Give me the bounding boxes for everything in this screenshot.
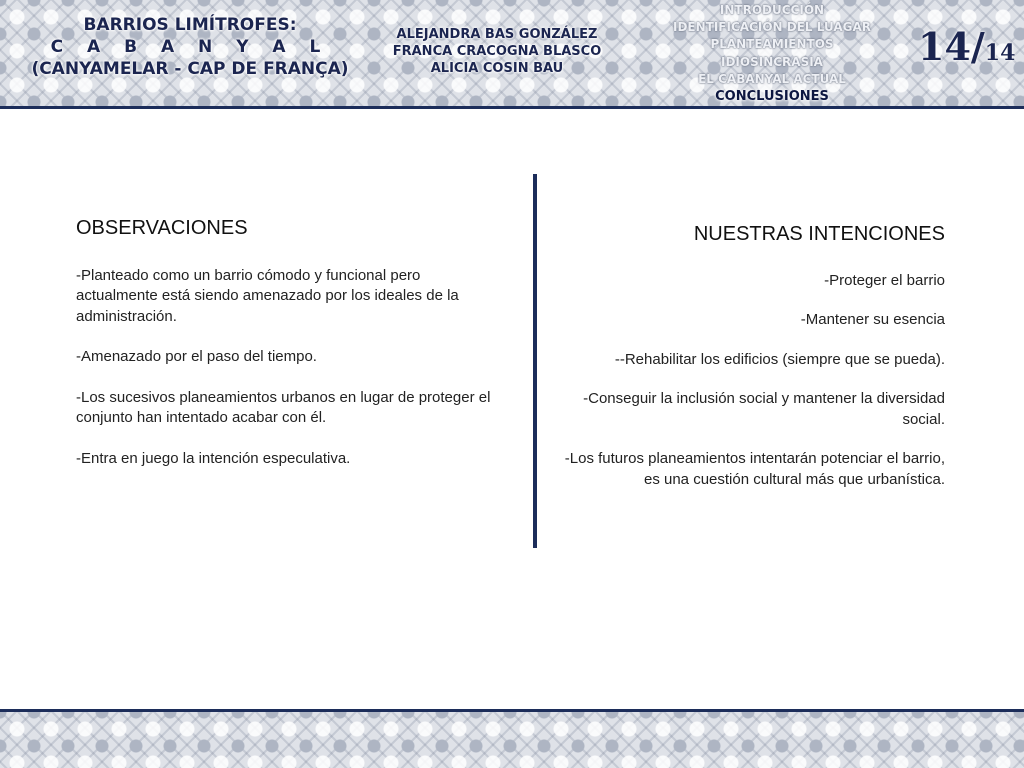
observaciones-section (76, 218, 496, 489)
page-total: 14 (984, 40, 1016, 66)
intencion-item: -Los futuros planeamientos intentarán potenciar el barrio, es una cuestión cultural más que urbanística. (564, 450, 945, 488)
intenciones-section (560, 224, 945, 509)
intencion-item: -Conseguir la inclusión social y mantener la diversidad social. (583, 390, 945, 428)
observacion-item: -Amenazado por el paso del tiempo. (76, 348, 317, 365)
observacion-item: -Entra en juego la intención especulativa. (76, 449, 351, 467)
nav-item-cabanyal-actual[interactable]: EL CABANYAL ACTUAL (698, 71, 846, 86)
nav-item-idiosincrasia[interactable]: IDIOSINCRASIA (721, 54, 823, 69)
intencion-item: -Proteger el barrio (824, 271, 945, 289)
project-title-line-1: BARRIOS LIMÍTROFES: (83, 15, 297, 35)
project-title-line-3: (CANYAMELAR - CAP DE FRANÇA) (31, 59, 349, 79)
project-title (20, 14, 360, 80)
nav-item-introduccion[interactable]: INTRODUCCIÓN (719, 3, 825, 17)
observacion-item: -Los sucesivos planeamientos urbanos en lugar de proteger el conjunto han intentado acabar con él. (76, 388, 491, 426)
author-2: FRANCA CRACOGNA BLASCO (392, 44, 602, 59)
observacion-item: -Planteado como un barrio cómodo y funcional pero actualmente está siendo amenazado por los ideales de la administración. (76, 266, 459, 325)
observaciones-title: OBSERVACIONES (76, 217, 248, 239)
nav-item-planteamientos[interactable]: PLANTEAMIENTOS (710, 37, 834, 52)
intenciones-title: NUESTRAS INTENCIONES (693, 223, 945, 245)
footer-tile-band (0, 709, 1024, 768)
section-nav (652, 2, 892, 105)
author-3: ALICIA COSIN BAU (430, 61, 564, 76)
project-title-line-2: C A B A N Y A L (50, 37, 330, 57)
page-current: 14 (918, 24, 971, 69)
intencion-item: --Rehabilitar los edificios (siempre que se pueda). (614, 350, 945, 368)
page-number (918, 24, 1018, 69)
column-divider (533, 174, 537, 548)
intencion-item: -Mantener su esencia (800, 311, 945, 328)
authors (372, 26, 622, 77)
nav-item-identificacion[interactable]: IDENTIFICACIÓN DEL LUAGAR (672, 20, 871, 35)
author-1: ALEJANDRA BAS GONZÁLEZ (396, 27, 598, 42)
nav-item-conclusiones[interactable]: CONCLUSIONES (715, 89, 829, 105)
page-separator: / (970, 24, 985, 69)
